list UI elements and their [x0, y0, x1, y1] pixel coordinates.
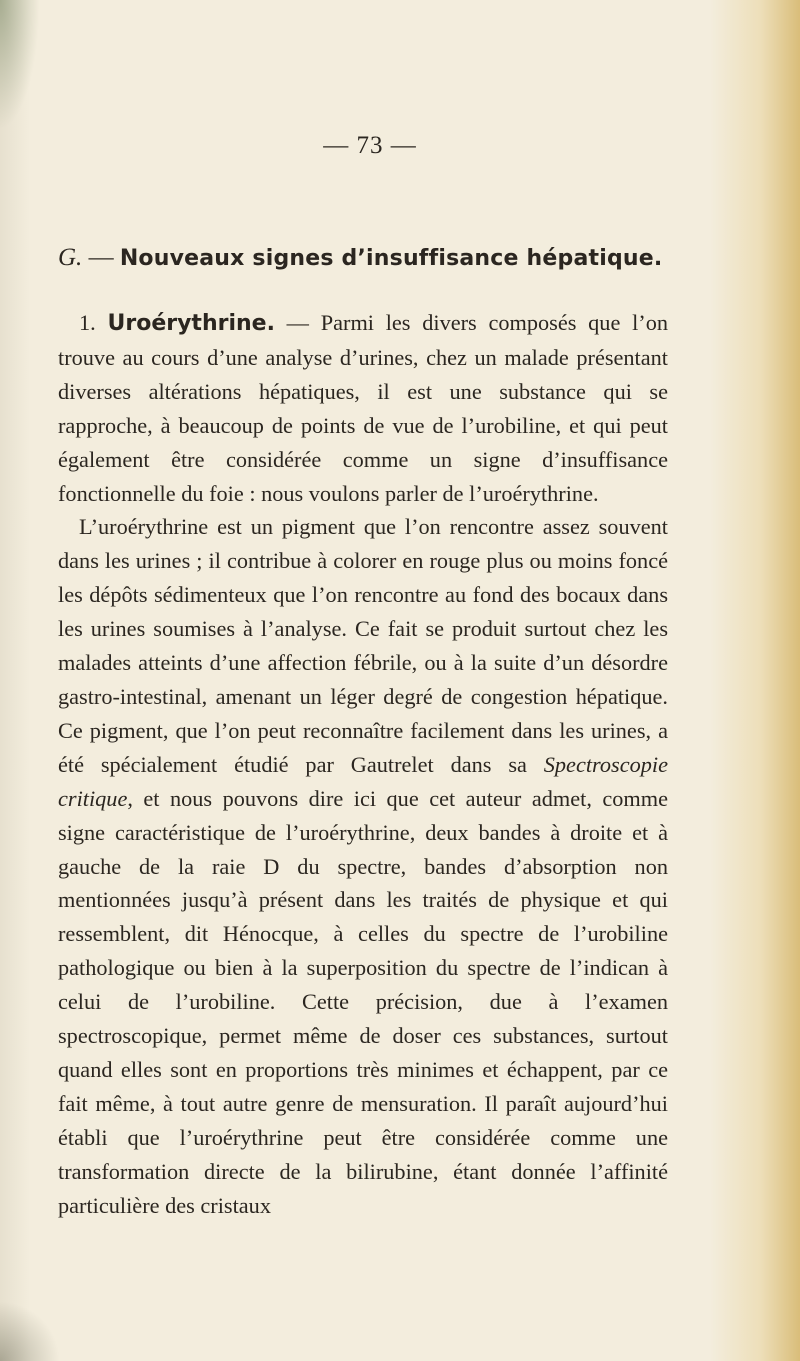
paragraph [58, 306, 668, 510]
item-title: Uroérythrine. [107, 311, 275, 336]
paper-stain [0, 0, 40, 130]
book-title: Spectroscopie critique [58, 751, 668, 811]
section-title: Nouveaux signes d’insuffisance hépatique. [119, 246, 663, 271]
body-text [58, 306, 668, 1222]
paragraph [58, 510, 668, 1222]
section-heading [58, 244, 662, 272]
item-number: 1. [79, 310, 96, 335]
section-letter: G. [58, 244, 83, 271]
paragraph-text: , et nous pouvons dire ici que cet auteur admet, comme signe caractéristique de l’uroérythrine, deux bandes à droite et à gauche de la raie D du spectre, bandes d’absorption non mentionnées jusqu’à présent dans les traités de physique et qui ressemblent, dit Hénocque, à celles du spectre de l’urobiline pathologique ou bien à la superposition du spectre de l’indican à celui de l’urobiline. Cette précision, due à l’examen spectroscopique, permet même de doser ces substances, surtout quand elles sont en proportions très minimes et échappent, par ce fait même, à tout autre genre de mensuration. Il paraît aujourd’hui établi que l’uroérythrine peut être considérée comme une transformation directe de la bilirubine, étant donnée l’affinité particulière des cristaux [58, 785, 668, 1218]
paragraph-text: — Parmi les divers composés que l’on trouve au cours d’une analyse d’urines, chez un malade présentant diverses altérations hépatiques, il est une substance qui se rapproche, à beaucoup de points de vue de l’urobiline, et qui peut également être considérée comme un signe d’insuffisance fonctionnelle du foie : nous voulons parler de l’uroérythrine. [58, 310, 668, 506]
page-number: — 73 — [323, 132, 417, 159]
section-dash: — [82, 244, 120, 271]
paper-stain [0, 1301, 60, 1361]
paragraph-text: L’uroérythrine est un pigment que l’on rencontre assez souvent dans les urines ; il contribue à colorer en rouge plus ou moins foncé les dépôts sédimenteux que l’on rencontre au fond des bocaux dans les urines soumises à l’analyse. Ce fait se produit surtout chez les malades atteints d’une affection fébrile, ou à la suite d’un désordre gastro-intestinal, amenant un léger degré de congestion hépatique. Ce pigment, que l’on peut reconnaître facilement dans les urines, a été spécialement étudié par Gautrelet dans sa [58, 514, 668, 777]
